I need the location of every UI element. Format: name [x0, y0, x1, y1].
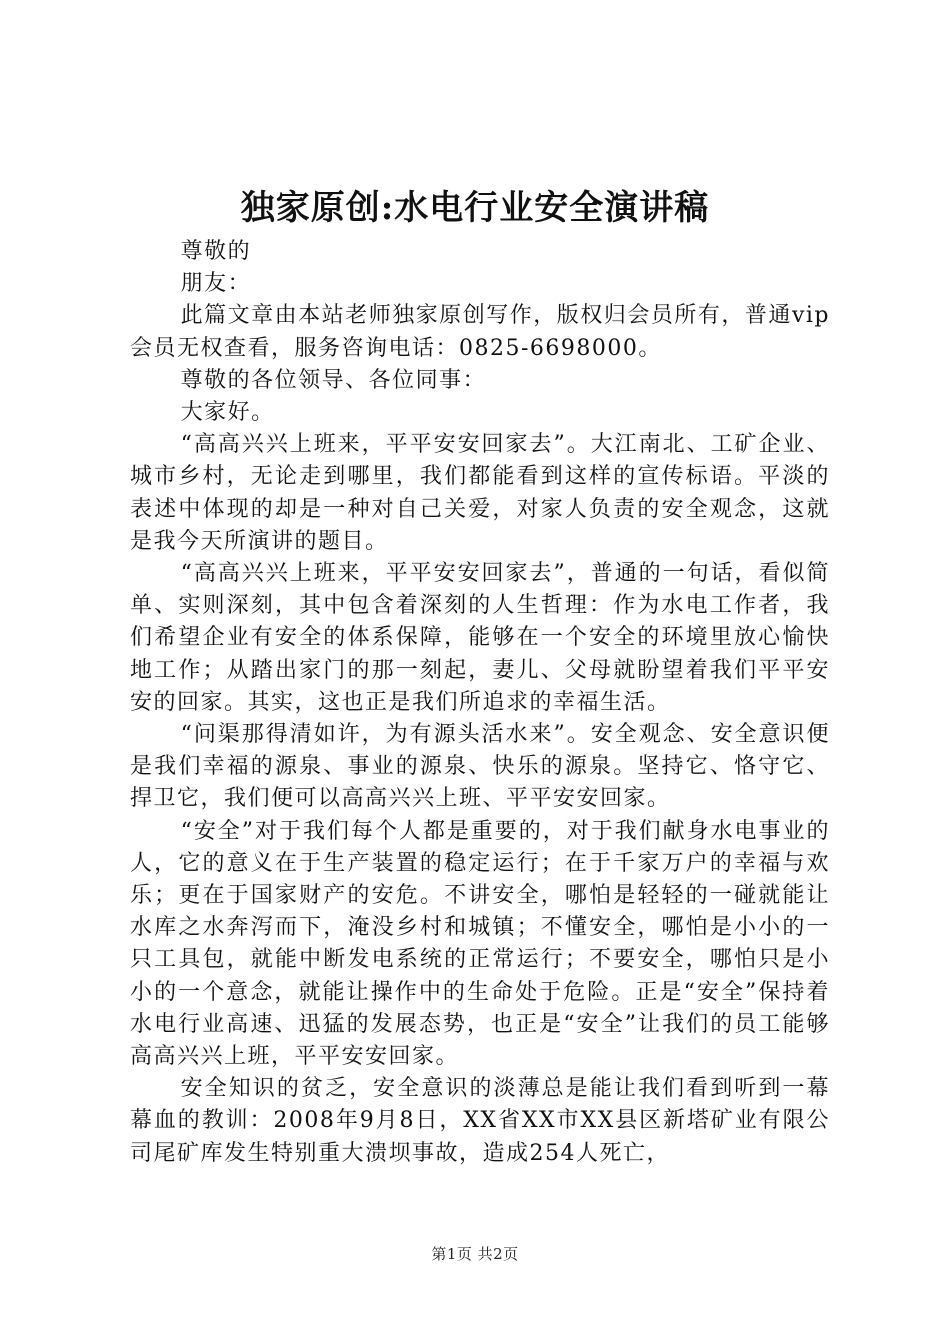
- paragraph-slogan-intro: “高高兴兴上班来，平平安安回家去”。大江南北、工矿企业、城市乡村，无论走到哪里，我们都能看到这样的宣传标语。平淡的表述中体现的却是一种对自己关爱，对家人负责的安全观念，这就是我今天所演讲的题目。: [130, 432, 830, 554]
- paragraph-lessons: 安全知识的贫乏，安全意识的淡薄总是能让我们看到听到一幕幕血的教训：2008年9月8日，XX省XX市XX县区新塔矿业有限公司尾矿库发生特别重大溃坝事故，造成254人死亡，: [130, 1076, 830, 1166]
- paragraph-slogan-meaning: “高高兴兴上班来，平平安安回家去”，普通的一句话，看似简单、实则深刻，其中包含着深刻的人生哲理：作为水电工作者，我们希望企业有安全的体系保障，能够在一个安全的环境里放心愉快地工作；从踏出家门的那一刻起，妻儿、父母就盼望着我们平平安安的回家。其实，这也正是我们所追求的幸福生活。: [130, 561, 830, 715]
- copyright-notice: 此篇文章由本站老师独家原创写作，版权归会员所有，普通vip会员无权查看，服务咨询电话：0825-6698000。: [130, 303, 830, 361]
- page-footer: 第1页 共2页: [431, 1245, 519, 1263]
- greeting-hello: 大家好。: [180, 400, 275, 426]
- greeting-audience: 尊敬的各位领导、各位同事：: [180, 367, 487, 393]
- salutation-line-1: 尊敬的: [180, 239, 252, 264]
- paragraph-source-quote: “问渠那得清如许，为有源头活水来”。安全观念、安全意识便是我们幸福的源泉、事业的源泉、快乐的源泉。坚持它、恪守它、捍卫它，我们便可以高高兴兴上班、平平安安回家。: [130, 722, 830, 812]
- salutation-line-2: 朋友：: [180, 271, 252, 297]
- paragraph-safety-importance: “安全”对于我们每个人都是重要的，对于我们献身水电事业的人，它的意义在于生产装置的稳定运行；在于千家万户的幸福与欢乐；更在于国家财产的安危。不讲安全，哪怕是轻轻的一碰就能让水库之水奔泻而下，淹没乡村和城镇；不懂安全，哪怕是小小的一只工具包，就能中断发电系统的正常运行；不要安全，哪怕只是小小的一个意念，就能让操作中的生命处于危险。正是“安全”保持着水电行业高速、迅猛的发展态势，也正是“安全”让我们的员工能够高高兴兴上班，平平安安回家。: [130, 818, 830, 1070]
- document-title: 独家原创:水电行业安全演讲稿: [240, 188, 710, 228]
- document-body: [130, 236, 830, 1170]
